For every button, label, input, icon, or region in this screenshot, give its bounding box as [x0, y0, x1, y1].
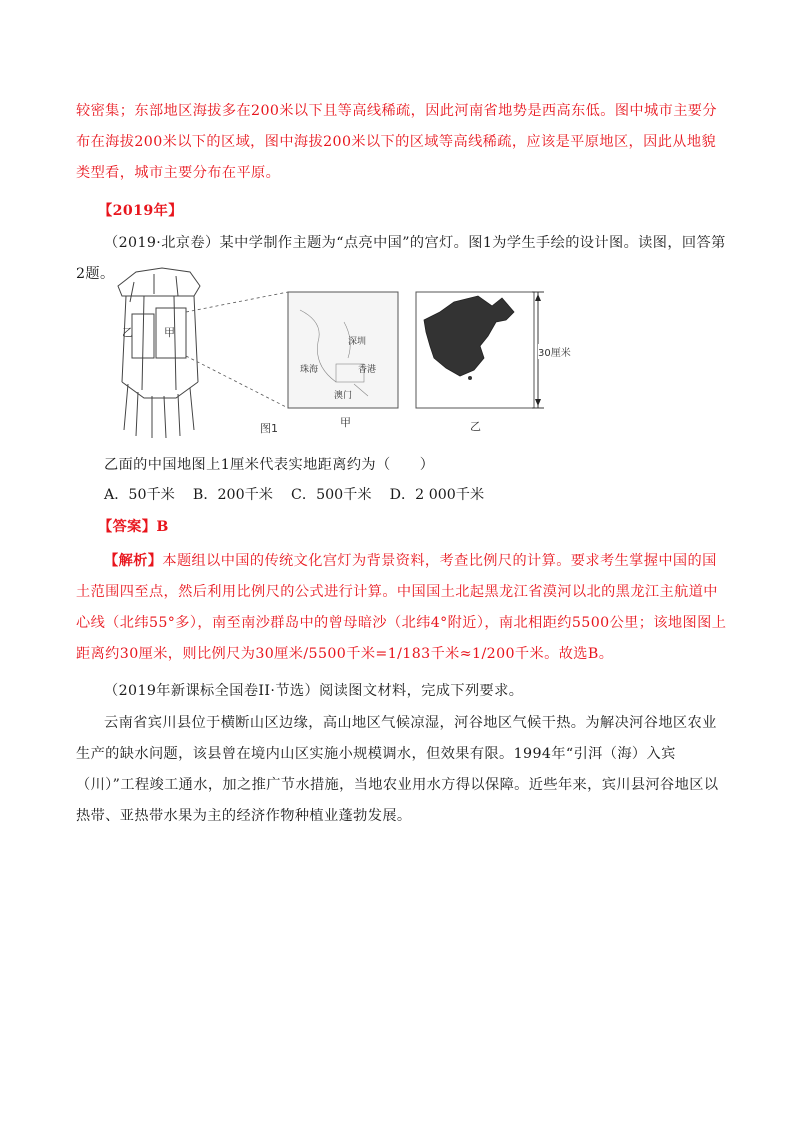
- option-d: D．2 000千米: [389, 487, 485, 503]
- lantern-char-left: 乙: [122, 326, 133, 339]
- question-2-intro: （2019年新课标全国卷II·节选）阅读图文材料，完成下列要求。: [104, 683, 524, 699]
- dimension-label: 30厘米: [538, 344, 571, 359]
- option-a: A．50千米: [104, 487, 175, 503]
- lantern-char-right: 甲: [164, 326, 175, 339]
- answer-continuation-paragraph: 较密集；东部地区海拔多在200米以下且等高线稀疏，因此河南省地势是西高东低。图中城市主要分布在海拔200米以下的区域，图中海拔200米以下的区域等高线稀疏，应该是平原地区，因此从地貌类型看，城市主要分布在平原。: [76, 103, 717, 181]
- figure-1-lantern-design: [104, 262, 584, 440]
- options-row: [104, 480, 484, 511]
- material-paragraph: 云南省宾川县位于横断山区边缘，高山地区气候凉湿，河谷地区气候干热。为解决河谷地区农业生产的缺水问题，该县曾在境内山区实施小规模调水，但效果有限。1994年“引洱（海）入宾（川）”工程竣工通水，加之推广节水措施，当地农业用水方得以保障。近些年来，宾川县河谷地区以热带、亚热带水果为主的经济作物种植业蓬勃发展。: [76, 715, 719, 824]
- answer-line: 【答案】B: [98, 519, 169, 535]
- question-intro: （2019·北京卷）某中学制作主题为“点亮中国”的宫灯。图1为学生手绘的设计图。读图，回答第2题。: [76, 235, 726, 282]
- option-c: C．500千米: [291, 487, 372, 503]
- map-label-macau: 澳门: [334, 391, 353, 401]
- map-label-hongkong: 香港: [358, 365, 377, 375]
- year-heading: 【2019年】: [98, 203, 183, 219]
- map-label-shenzhen: 深圳: [348, 337, 367, 347]
- map-label-zhuhai: 珠海: [300, 365, 319, 375]
- analysis-paragraph: [76, 546, 728, 670]
- analysis-tag: 【解析】: [104, 553, 163, 569]
- option-b: B．200千米: [192, 487, 273, 503]
- figure-caption: 图1: [260, 422, 278, 435]
- analysis-body: 本题组以中国的传统文化宫灯为背景资料，考查比例尺的计算。要求考生掌握中国的国土范围四至点，然后利用比例尺的公式进行计算。中国国土北起黑龙江省漠河以北的黑龙江主航道中心线（北纬55°多），南至南沙群岛中的曾母暗沙（北纬4°附近），南北相距约5500公里；该地图图上距离约30厘米，则比例尺为30厘米/5500千米=1/183千米≈1/200千米。故选B。: [76, 553, 727, 662]
- panel-yi-label: 乙: [470, 420, 481, 433]
- panel-jia-label: 甲: [340, 416, 351, 429]
- question-stem: 乙面的中国地图上1厘米代表实地距离约为（ ）: [104, 457, 435, 473]
